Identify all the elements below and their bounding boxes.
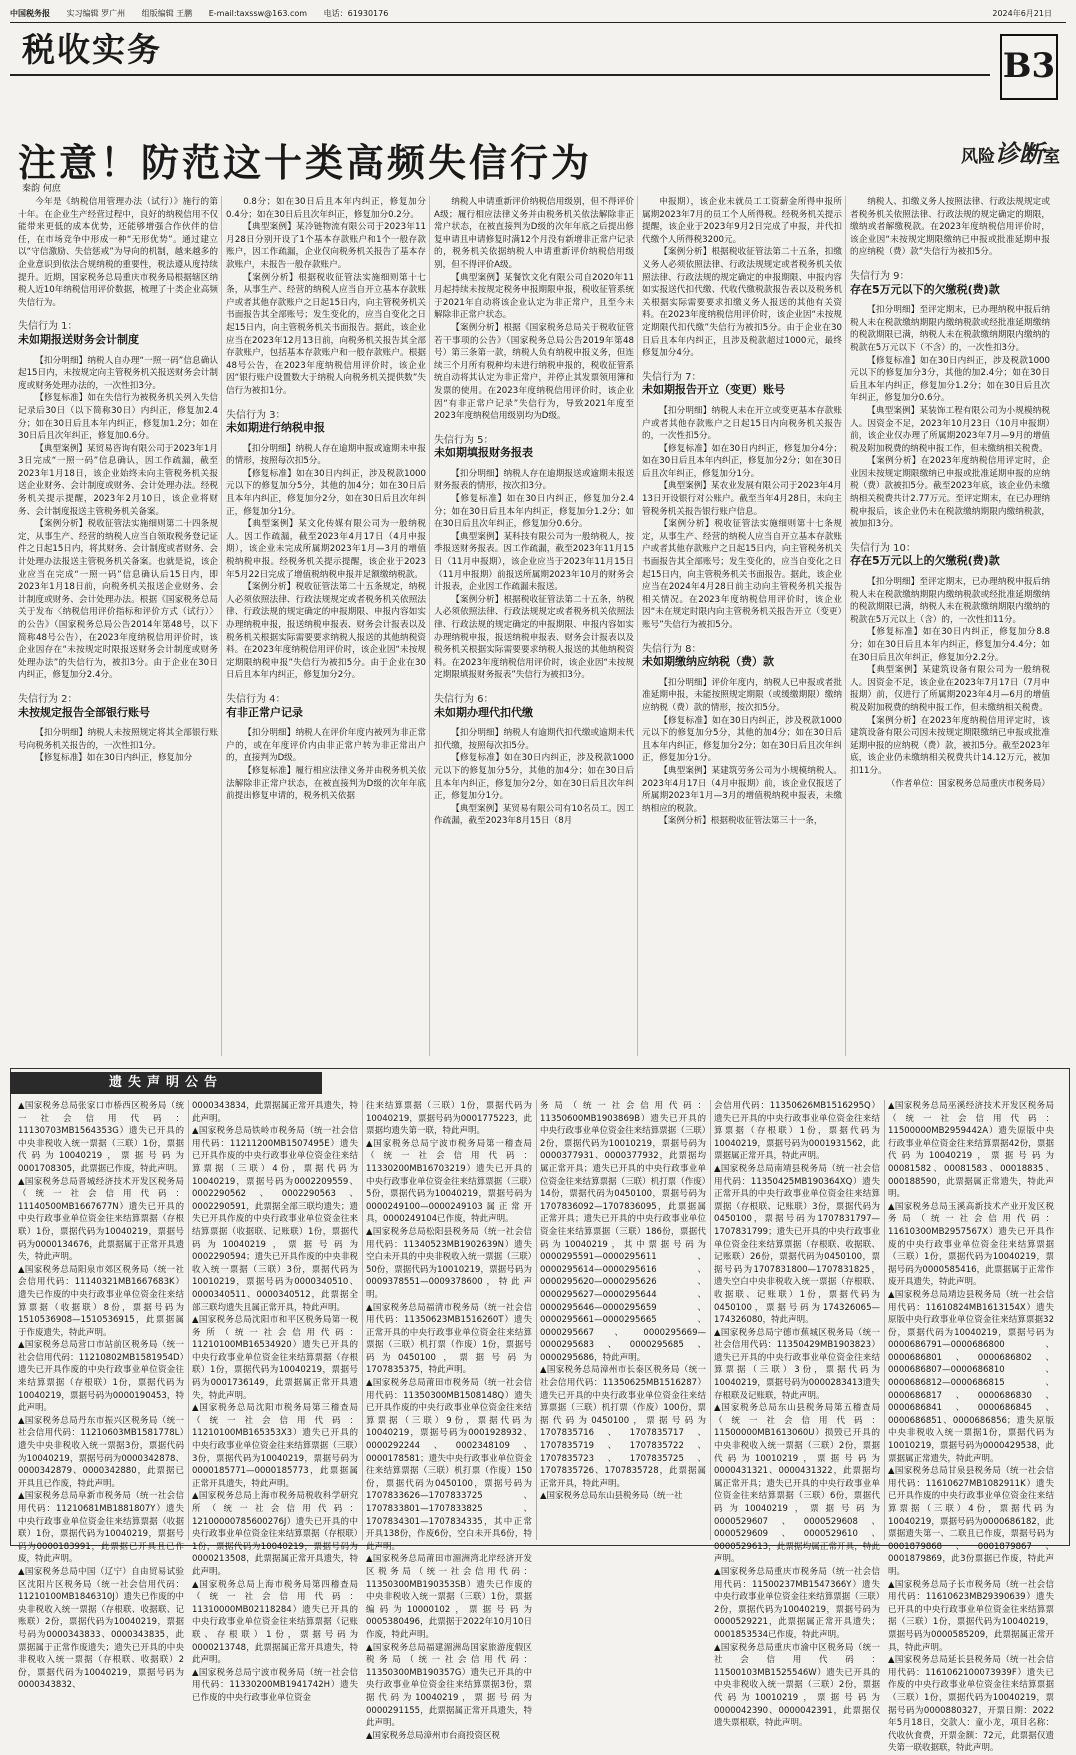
paragraph: 纳税人申请重新评价纳税信用级别，但不得评价A级；履行相应法律义务并由税务机关依法解除非正常户状态，在被直接判为D级的次年年底之后提出修复申请且申请修复时满12个月没有新增非正常户记录的，税务机关依据纳税人申请重新评价纳税信用级别，但不得评价A级。 [434, 197, 634, 270]
notice-divider [362, 1100, 363, 1540]
subhead-label: 失信行为 3： [226, 409, 286, 421]
notice-item: ▲国家税务总局中国（辽宁）自由贸易试验区沈阳片区税务局（统一社会信用代码：11210100MB1846310J）遗失已作废的中央非税收入统一票据（存根联、收据联、记账联）2份，票据代码为10040219，票据号码为0000343833、0000343835，此票据属于正常作废遗失；遗失已开具的中央非税收入统一票据（存根联、收据联）2份，票据代码为10040219，票据号码为0000343832、 [18, 1566, 184, 1691]
notice-divider [710, 1100, 711, 1540]
paragraph: 【扣分明细】纳税人未在开立或变更基本存款账户或者其他存款账户之日起15日内向税务机关报告的，一次性扣5分。 [642, 405, 842, 442]
notice-item: ▲国家税务总局漳州市长泰区税务局（统一社会信用代码：11350625MB1516287）遗失已开具的中央行政事业单位资金往来结算票据（三联）机打票（作废）100份，票据代码为0450100，票据号码为1707835716、1707835717、1707835719、1707835722、1707835723、1707835725、1707835726、1707835728，此票据属正常开具，特此声明。 [540, 1365, 706, 1489]
paragraph: 【修复标准】如在30日内纠正，涉及税款1000元以下的修复加分5分，其他的加4分；如在30日后且本年内纠正，修复加分2分，如在30日后且次年纠正，修复加分1分。 [226, 468, 426, 517]
notice-item: ▲国家税务总局玉溪高新技术产业开发区税务局（统一社会信用代码：11610300MB2957567X）遗失已开具作废的中央行政事业单位资金往来结算票据（三联）1份，票据代码为10040219，票据号码为0000585416，此票据属于正常作废开具遗失，特此声明。 [888, 1201, 1054, 1288]
paragraph: 【典型案例】某贸易有限公司有10名员工。因工作疏漏，截至2023年8月15日（8月 [434, 803, 634, 827]
subhead-text: 未如期办理代扣代缴 [434, 705, 533, 719]
column-divider [429, 196, 430, 1056]
subhead-label: 失信行为 4： [226, 693, 286, 705]
column-logo-suffix: 室 [1043, 147, 1060, 167]
notice-item: ▲国家税务总局宁德市蕉城区税务局（统一社会信用代码：11350429MB1903823）遗失已开具的中央行政事业单位资金往来结算票据（三联）3份，票据代码为10040219，票据号码为0000283413遗失存根联及记账联，特此声明。 [714, 1327, 880, 1401]
subhead-label: 失信行为 9： [850, 270, 910, 282]
notice-item: 0000343834，此票据属正常开具遗失，特此声明。 [192, 1101, 358, 1124]
column-logo-big: 诊断 [995, 140, 1043, 168]
paragraph: 【扣分明细】纳税人存在逾期报送或逾期未报送财务报表的情形，按次扣3分。 [434, 468, 634, 492]
notice-item: ▲国家税务总局重庆市税务局（统一社会信用代码：11500237MB1547366Y）遗失中央行政事业单位资金往来结算票据（三联）2份，票据代码为10040219，票据号码为0000529221，此票据属正常开具遗失；0001853534已作废，特此声明。 [714, 1566, 880, 1640]
paragraph: 【案例分析】根据税收征管法实施细则第十七条，从事生产、经营的纳税人应当自开立基本存款账户或者其他存款账户之日起15日内，向主管税务机关书面报告其全部账号；发生变化的，应当自变化之日起15日内，向主管税务机关书面报告。据此，该企业应当在2023年12月13日前，向税务机关报告其全部存款账户，包括基本存款账户和一般存款账户。根据48号公告，在2023年度纳税信用评价时，该企业因“银行账户设置数大于纳税人向税务机关提供数”失信行为被扣1分。 [226, 272, 426, 396]
paragraph: 【案例分析】税收征管法实施细则第二十四条规定，从事生产、经营的纳税人应当自领取税务登记证件之日起15日内，将其财务、会计制度或者财务、会计处理办法报送主管税务机关备案。也就是说，该企业应当在完成“一照一码”信息确认后15日内，即2023年1月18日前，向税务机关报送企业财务、会计制度或财务、会计处理办法。根据《国家税务总局关于发布〈纳税信用评价指标和评价方式（试行）〉的公告》（国家税务总局公告2014年第48号，以下简称48号公告），在2023年度纳税信用评价时，该企业因存在“未按规定时限报送财务会计制度或财务处理办法”的失信行为，被扣3分。由于企业在30日内纠正，修复加分2.4分。 [18, 519, 218, 681]
notice-divider [884, 1100, 885, 1540]
subhead-text: 未如期报送财务会计制度 [18, 332, 139, 346]
paragraph: 【案例分析】税收征管法实施细则第十七条规定，从事生产、经营的纳税人应当自开立基本存款账户或者其他存款账户之日起15日内，向主管税务机关书面报告其全部账号；发生变化的，应当自变化之日起15日内，向主管税务机关书面报告。据此，该企业应当在2024年4月28日前主动向主管税务机关报告相关情况。在2023年度纳税信用评价时，该企业因“未在规定时限内向主管税务机关报告开立（变更）账号”失信行为被扣5分。 [642, 519, 842, 630]
notice-item: ▲国家税务总局莆田市湄洲湾北岸经济开发区税务局（统一社会信用代码：11350300MB190353SB）遗失已作废的中央非税收入统一票据（三联）1份，票据编码为10000102，票据号码为0005380496，此票据于2022年10月10日作废，特此声明。 [366, 1554, 532, 1640]
paragraph: 【修复标准】如在30日内纠正，涉及税款1000元以下的修复加分5分，其他的加4分；如在30日后且本年内纠正，修复加分2分，如在30日后且次年纠正，修复加分1分。 [434, 753, 634, 802]
masthead-rule [10, 22, 1066, 23]
notice-item: ▲国家税务总局莆田市税务局（统一社会信用代码：11350300MB1508148Q）遗失已开具作废的中央行政事业单位资金往来结算票据（三联）9份，票据代码为10040219，票据号码为0001928932、0000292244、0002348109、0000178581；遗失中央行政事业单位资金往来结算票据（三联）机打票（作废）150份，票据代码为0450100，票据号码为1707833626—1707833725、1707833801—1707833825、1707834301—1707834335，其中正常开具138份，作废6份，空白未开具6份，特此声明。 [366, 1378, 532, 1552]
notice-column [714, 1100, 880, 1729]
notice-item: ▲国家税务总局巫溪经济技术开发区税务局（统一社会信用代码：11500000MB2959442A）遗失原版中央行政事业单位资金往来结算票据42份，票据代码为10040219，票据号码为00081582、00081583、00018835、000188590，此票据属正常遗失，特此声明。 [888, 1101, 1054, 1200]
subhead [226, 410, 426, 435]
paragraph: 纳税人、扣缴义务人按照法律、行政法规规定或者税务机关依照法律、行政法规的规定确定的期限，缴纳或者解缴税款。在2023年度纳税信用评价时，该企业因“未按规定期限缴纳已申报或批准延期申报的应纳税（费）款”失信行为被扣5分。 [850, 197, 1050, 258]
notice-item: ▲国家税务总局松阳县税务局（统一社会信用代码：11340523MB1902639N）遗失空白未开具的中央非税收入统一票据（三联）50份，票据代码为10010219，票据号码为0009378551—0009378600，特此声明。 [366, 1226, 532, 1300]
editor: 实习编辑 罗广州 [66, 9, 126, 18]
subhead-text: 存在5万元以下的欠缴税(费)款 [850, 282, 1000, 296]
notice-item: ▲国家税务总局东山县税务局（统一社 [540, 1491, 683, 1502]
notice-item: ▲国家税务总局上海市税务局税收科学研究所（统一社会信用代码：12100000785600276J）遗失已开具的中央行政事业单位资金往来结算票据（存根联）1份，票据代码为10040219，票据号码为0000213508，此票据属正常开具遗失，特此声明。 [192, 1491, 358, 1577]
paragraph: 0.8分；如在30日后且本年内纠正，修复加分0.4分；如在30日后且次年纠正，修复加分0.2分。 [226, 197, 426, 220]
notice-item: ▲国家税务总局张家口市桥西区税务局（统一社会信用代码：11130703MB1564353G）遗失已开具的中央非税收入统一票据（三联）1份，票据代码为10040219，票据号码为0001708305，此票据已作废，特此声明。 [18, 1101, 184, 1174]
subhead [18, 694, 218, 719]
paragraph: 【修复标准】如在30日内纠正，修复加分 [35, 753, 193, 764]
paragraph: 【扣分明细】评价年度内，纳税人已申报或者批准延期申报，未能按照规定期限（或缓缴期限）缴纳应纳税（费）款的情形，按次扣5分。 [642, 677, 842, 713]
notice-item: ▲国家税务总局上海市税务局第四稽查局（统一社会信用代码：11310000MB02118284）遗失已开具的中央行政事业单位资金往来结算票据（记账联、存根联）1份，票据号码为0000213748，此票据属正常开具遗失，特此声明。 [192, 1579, 358, 1666]
notice-item: ▲国家税务总局靖边县税务局（统一社会信用代码：11610824MB1613154X）遗失原版中央行政事业单位资金往来结算票据32份，票据代码为10040219，票据号码为0000686791—0000686800、0000686801、0000686802、0000686807—0000686810、0000686812—0000686815、0000686817、0000686830、0000686841、0000686845、0000686851、0000686856；遗失原版中央非税收入统一票据1份，票据代码为10010219，票据号码为0000429538，此票据属正常遗失，特此声明。 [888, 1289, 1054, 1464]
subhead-label: 失信行为 6： [434, 693, 494, 705]
article-column [850, 196, 1050, 1056]
paragraph: 【修复标准】如在30日内纠正，修复加分8.8分；如在30日后且本年内纠正，修复加分4.4分；如在30日后且次年纠正，修复加分2.2分。 [850, 627, 1050, 663]
notice-divider [536, 1100, 537, 1540]
column-divider [637, 196, 638, 1056]
subhead [18, 321, 218, 346]
notice-item: ▲国家税务总局丹东市振兴区税务局（统一社会信用代码：11210603MB1581778L）遗失中央非税收入统一票据3份，票据代码为10040219，票据号码为0000342878、0000342879、0000342880，此票据已开具且已作废，特此声明。 [18, 1415, 184, 1489]
notice-divider [188, 1100, 189, 1540]
subhead-text: 有非正常户记录 [226, 705, 303, 719]
notice-column [18, 1100, 184, 1691]
notice-item: ▲国家税务总局阳泉市郊区税务局（统一社会信用代码：11140321MB1667683K）遗失已作废的中央行政事业单位资金往来结算票据（收据联）8份，票据号码为1510536908—1510536915，此票据属于作废遗失，特此声明。 [18, 1264, 184, 1338]
notice-item: ▲国家税务总局宁波市税务局第一稽查局（统一社会信用代码：11330200MB16703219）遗失已开具的中央行政事业单位资金往来结算票据（三联）5份，票据代码为10040219，票据号码为0000249100—0000249103属正常开具，0000249104已作废，特此声明。 [366, 1138, 532, 1225]
subhead-label: 失信行为 1： [18, 321, 78, 333]
notice-item: ▲国家税务总局沈阳市和平区税务局第一税务所（统一社会信用代码：11210100MB16534920）遗失已开具的中央行政事业单位资金往来结算票据（存根联）1份，票据代码为10040219，票据号码为0001736149，此票据属正常开具遗失，特此声明。 [192, 1315, 358, 1401]
notice-column [540, 1100, 706, 1540]
paragraph: 【典型案例】某文化传媒有限公司为一般纳税人。因工作疏漏，截至2023年4月17日（4月申报期），该企业未完成所属期2023年1月—3月的增值税纳税申报。经税务机关提示提醒，该企业于2023年5月22日完成了增值税纳税申报并足额缴纳税款。 [226, 519, 426, 580]
subhead-label: 失信行为 5： [434, 434, 494, 446]
subhead-label: 失信行为 2： [18, 693, 78, 705]
notice-column [366, 1100, 532, 1741]
notice-item: ▲国家税务总局福清市税务局（统一社会信用代码：11350623MB1516260T）遗失正常开具的中央行政事业单位资金往来结算票据（三联）机打票（作废）1份，票据号码为0450100，票据号码为1707835375，特此声明。 [366, 1302, 532, 1376]
paragraph: 今年是《纳税信用管理办法（试行）》施行的第十年。在企业生产经营过程中，良好的纳税信用不仅能带来更低的成本优势，还能够增强合作伙伴的信任，在市场竞争中形成一种“无形优势”。通过建立以“守信激励、失信惩戒”为导向的机制，越来越多的企业意识到依法合规纳税的重要性，税法遵从度持续提升。近期，国家税务总局重庆市税务局根据辖区纳税人近10年纳税信用评价数据，梳理了十类企业高频失信行为。 [18, 197, 218, 308]
notice-item: 会信用代码：11350626MB1516295Q）遗失已开具的中央行政事业单位资金往来结算票据（存根联）1份，票据代码为10040219，票据号码为0001931562，此票据属正常开具，特此声明。 [714, 1101, 880, 1162]
layout-editor: 组版编辑 王鹏 [141, 9, 193, 18]
page-number: B3 [1000, 34, 1058, 100]
subhead-label: 失信行为 8： [642, 643, 702, 655]
subhead [434, 694, 634, 719]
notice-item: ▲国家税务总局晋城经济技术开发区税务局（统一社会信用代码：11140500MB1667677N）遗失已开具的中央行政事业单位资金往来结算票据（存根联）1份，票据代码为10040219，票据号码为0000134676，此票据属于正常开具遗失，特此声明。 [18, 1176, 184, 1263]
paragraph: 【扣分明细】纳税人有逾期代扣代缴或逾期未代扣代缴，按照每次扣5分。 [434, 728, 634, 751]
section-rule [10, 74, 990, 76]
paragraph: 【扣分明细】至评定期末，已办理纳税申报后纳税人未在税款缴纳期限内缴纳税款或经批准延期缴纳的税款期限已满，纳税人未在税款缴纳期限内缴纳的税款在5万元以下（不含）的，一次性扣3分。 [850, 305, 1050, 353]
subhead [642, 644, 842, 669]
notice-item: ▲国家税务总局子长市税务局（统一社会信用代码：11610623MB29390639）遗失已开具的中央行政事业单位资金往来结算票据（三联）1份，票据代码为10040219，票据号码为0000585209，此票据属正常开具，特此声明。 [888, 1579, 1054, 1653]
notice-item: ▲国家税务总局阜新市税务局（统一社会信用代码：11210681MB1881807Y）遗失中央行政事业单位资金往来结算票据（收据联）1份，票据代码为10040219，票据号码为0000183991，此票据已开具且已作废，特此声明。 [18, 1491, 184, 1565]
paragraph: 【案例分析】在2023年度纳税信用评定时，企业因未按规定期限缴纳已申报或批准延期申报的应纳税（费）款被扣5分。截至2023年底，该企业仍未缴纳相关税费共计2.77万元。至评定期末，在已办理纳税申报后，该企业仍未在税款缴纳期限内缴纳税款，被加扣3分。 [850, 456, 1050, 530]
article-column [434, 196, 634, 1056]
issue-date: 2024年6月21日 [992, 9, 1052, 18]
column-logo [961, 134, 1060, 169]
subhead-text: 未如期缴纳应纳税（费）款 [642, 655, 774, 669]
byline: 秦韵 何庶 [22, 184, 61, 194]
paragraph: 【案例分析】根据税收征管法第二十五条，扣缴义务人必须依照法律、行政法规规定或者税务机关依照法律、行政法规的规定确定的申报期限、申报内容如实报送代扣代缴、代收代缴税款报告表以及税务机关根据实际需要要求扣缴义务人报送的其他有关资料。在2023年度纳税信用评价时，该企业因“未按规定期限代扣代缴”失信行为被扣5分。由于企业在30日后且本年内纠正，且涉及税款超过1000元，最终修复加分4分。 [642, 247, 842, 359]
notice-title: 遗失声明公告 [10, 1072, 322, 1094]
column-logo-prefix: 风险 [961, 147, 995, 167]
paragraph: 【典型案例】某农业发展有限公司于2023年4月13日开设银行对公账户。截至当年4月28日，未向主管税务机关报告银行账户信息。 [642, 481, 842, 517]
notice-item: 往来结算票据（三联）1份，票据代码为10040219，票据号码为0001775223，此票据均遗失第一联，特此声明。 [366, 1101, 532, 1137]
notice-item: ▲国家税务总局宁波市税务局（统一社会信用代码：11330200MB1941742H）遗失已作废的中央行政事业单位资金 [192, 1667, 358, 1703]
paragraph: 【修复标准】如在30日内纠正，修复加分4分；如在30日后且本年内纠正，修复加分2分；如在30日后且次年纠正，修复加分1分。 [642, 443, 842, 479]
paragraph: 【修复标准】履行相应法律义务并由税务机关依法解除非正常户状态，在被直接判为D级的次年年底前提出修复申请的，税务机关依据 [226, 765, 426, 802]
subhead-text: 未按规定报告全部银行账号 [18, 705, 150, 719]
article-headline: 注意！防范这十类高频失信行为 [18, 140, 593, 185]
paragraph: 【扣分明细】纳税人在评价年度内被列为非正常户的，或在年度评价内由非正常户转为非正常出户的，直接判为D级。 [226, 728, 426, 764]
notice-item: ▲国家税务总局沈阳市税务局第三稽查局（统一社会信用代码：11210100MB165353X3）遗失已开具的中央行政事业单位资金往来结算票据（三联）3份，票据代码为10040219，票据号码为0000185771—0000185773，此票据属正常开具遗失，特此声明。 [192, 1403, 358, 1489]
author-affiliation: （作者单位：国家税务总局重庆市税务局） [886, 778, 1050, 789]
notice-item: ▲国家税务总局营口市站前区税务局（统一社会信用代码：11210802MB1581954D）遗失已开具作废的中央行政事业单位资金往来结算票据（存根联）1份，票据代码为10040219，票据号码为0000190453，特此声明。 [18, 1340, 184, 1414]
notice-item: ▲国家税务总局东山县税务局第五稽查局（统一社会信用代码：11500000MB1613060U）损毁已开具的中央非税收入统一票据（三联）2份，票据代码为10010219，票据号码为0000431321、0000431322，此票据均属正常开具；遗失已开具的中央行政事业单位资金往来结算票据（三联）6份，票据代码为10040219，票据号码为0000529607、0000529608、0000529609、0000529610、0000529613，此票据均属正常开具，特此声明。 [714, 1403, 880, 1565]
notice-item: ▲国家税务总局福建湄洲岛国家旅游度假区税务局（统一社会信用代码：11350300MB190357G）遗失已开具的中央行政事业单位资金往来结算票据3份，票据代码为10040219，票据号码为0000291155，此票据属正常开具遗失，特此声明。 [366, 1642, 532, 1729]
paragraph: 【扣分明细】纳税人未按照规定将其全部银行账号向税务机关报告的，一次性扣1分。 [18, 728, 218, 751]
subhead [850, 543, 1050, 568]
paragraph: 【典型案例】某建筑劳务公司为小规模纳税人。2023年4月17日（4月申报期）前，该企业仅报送了所属期2023年1月—3月的增值税纳税申报表，未缴纳相应的税款。 [642, 765, 842, 814]
notice-column [192, 1100, 358, 1703]
notice-item: ▲国家税务总局甘泉县税务局（统一社会信用代码：11610627MB1082911K）遗失已开具作废的中央行政事业单位资金往来结算票据（三联）4份，票据代码为10040219，票据号码为0000686182，此票据遗失第一、二联且已作废，票据号码为0001879868、0001879867、0001879869，此3份票据已作废，特此声明。 [888, 1466, 1054, 1577]
paragraph: 【典型案例】某冷链物流有限公司于2023年11月28日分别开设了1个基本存款账户和1个一般存款账户，因工作疏漏，企业仅向税务机关报告了基本存款账户，未报告一般存款账户。 [226, 222, 426, 270]
paragraph: 【典型案例】某装饰工程有限公司为小规模纳税人。因资金不足，2023年10月23日（10月申报期）前，该企业仅办理了所属期2023年7月—9月的增值税及附加税费的纳税申报工作，但未缴纳相关税费。 [850, 405, 1050, 454]
notice-item: ▲国家税务总局延长县税务局（统一社会信用代码：1161062100073939F）遗失已作废的中央行政事业单位资金往来结算票据（三联）1份，票据代码为10040219，票据号码为0000880327，开票日期：2022年5月18日，交款人：童小龙，项目名称：代收伙食费，开票金额：72元，此票据仅遗失第一联收据联，特此声明。 [888, 1655, 1054, 1754]
notice-item: ▲国家税务总局重庆市渝中区税务局（统一社会信用代码：11500103MB1525546W）遗失已开具的中央非税收入统一票据（三联）2份，票据代码为10010219，票据号码为0000042390、0000042391，此票据仅遗失票根联，特此声明。 [714, 1642, 880, 1729]
paragraph: 【典型案例】某科技有限公司为一般纳税人，按季报送财务报表。因工作疏漏，截至2023年11月15日（11月申报期），该企业应当于2023年11月15日（11月申报期）前报送所属期2023年10月的财务会计报表，企业因工作疏漏未报送。 [434, 531, 634, 593]
phone: 电话：61930176 [323, 9, 389, 18]
notice-column [888, 1100, 1054, 1754]
paragraph: 【修复标准】如在30日内纠正，涉及税款1000元以下的修复加分3分，其他的加2.4分；如在30日后且本年内纠正，修复加分1.2分；如在30日后且次年纠正，修复加分0.6分。 [850, 355, 1050, 404]
article-column [18, 196, 218, 1056]
paragraph: 【扣分明细】纳税人存在逾期申报或逾期未申报的情形，按照每次扣5分。 [226, 443, 426, 467]
subhead-label: 失信行为 10： [850, 542, 916, 554]
paragraph: 【典型案例】某建筑设备有限公司为一般纳税人。因资金不足，该企业在2023年7月17日（7月申报期）前，仅进行了所属期2023年4月—6月的增值税及附加税费的纳税申报工作，但未缴纳相关税费。 [850, 665, 1050, 713]
subhead-text: 存在5万元以上的欠缴税(费)款 [850, 554, 1000, 568]
paragraph: 【修复标准】如在30日内纠正，修复加分2.4分；如在30日后且本年内纠正，修复加分1.2分；如在30日后且次年纠正，修复加分0.6分。 [434, 494, 634, 530]
notice-item: ▲国家税务总局铁岭市税务局（统一社会信用代码：11211200MB1507495E）遗失已开具作废的中央行政事业单位资金往来结算票据（三联）4份，票据代码为10040219，票据号码为0002209559、0002290562、0002290563、0002290591，此票据全部三联均遗失；遗失已开具作废的中央行政事业单位资金往来结算票据（收据联、记账联）1份，票据代码为10040219，票据号码为0002290594；遗失已开具作废的中央非税收入统一票据（三联）3份，票据代码为10010219，票据号码为0000340510、0000340511、0000340512，此票据全部三联均遗失且属正常开具，特此声明。 [192, 1126, 358, 1313]
notice-item: ▲国家税务总局漳州市台商投资区税 [366, 1730, 501, 1741]
paragraph: 【案例分析】根据《国家税务总局关于税收征管若干事项的公告》（国家税务总局公告2019年第48号）第三条第一款，纳税人负有纳税申报义务，但连续三个月所有税种均未进行纳税申报的，税收征管系统自动将其认定为非正常户，并停止其发票领用簿和发票的使用。在2023年度纳税信用评价时，该企业因“有非正常户记录”失信行为，导致2021年度至2023年度纳税信用级别均为D级。 [434, 322, 634, 422]
notice-item: 务局（统一社会信用代码：11350600MB1903869B）遗失已开具的中央行政事业单位资金往来结算票据（三联）2份，票据代码为10010219，票据号码为0000377931、0000377932，此票据均属正常开具；遗失已开具的中央行政事业单位资金往来结算票据（三联）机打票（作废）14份，票据代码为0450100，票据号码为1707836092—1707836095，此票据属正常开具；遗失已开具的中央行政事业单位资金往来结算票据（三联）186份，票据代码为10040219，其中票据号码为0000295591—0000295611、0000295614—0000295616、0000295620—0000295626、0000295627—0000295644、0000295646—0000295659、0000295661—0000295665、0000295667、0000295669—0000295683、0000295685、0000295686，特此声明。 [540, 1101, 706, 1363]
subhead [850, 271, 1050, 296]
column-divider [845, 196, 846, 1056]
paragraph: 【修复标准】如在失信行为被税务机关列入失信记录后30日（以下简称30日）内纠正，修复加2.4分；如在30日后且本年内纠正，修复加1.2分；如在30日后且次年纠正，修复加0.6分。 [18, 393, 218, 442]
article-column [226, 196, 426, 1056]
subhead [434, 435, 634, 460]
subhead-text: 未如期填报财务报表 [434, 446, 533, 460]
paragraph: 【案例分析】在2023年度纳税信用评定时，该建筑设备有限公司因未按规定期限缴纳已申报或批准延期申报的应纳税（费）款，被扣5分。截至2023年底，该企业仍未缴纳相关税费共计14.12万元，被加扣11分。 [850, 715, 1050, 776]
subhead-label: 失信行为 7： [642, 371, 702, 383]
paragraph: 【案例分析】税收征管法第二十五条规定，纳税人必须依照法律、行政法规规定或者税务机关依照法律、行政法规的规定确定的申报期限、申报内容如实办理纳税申报，报送纳税申报表、财务会计报表以及税务机关根据实际需要要求纳税人报送的其他纳税资料。在2023年度纳税信用评价时，该企业因“未按规定期限纳税申报”失信行为被扣5分。由于企业在30日后且本年内纠正，修复加分2分。 [226, 582, 426, 681]
paragraph: 【案例分析】根据税收征管法第三十一条， [659, 816, 823, 827]
notice-item: ▲国家税务总局南靖县税务局（统一社会信用代码：11350425MB190364XQ）遗失正常开具的中央行政事业单位资金往来结算票据（存根联、记账联）3份，票据代码为0450100，票据号码为1707831797—1707831799；遗失已开具的中央行政事业单位资金往来结算票据（存根联、收据联、记账联）26份，票据代码为0450100，票据号码为1707831800—1707831825，遗失空白中央非税收入统一票据（存根联、收据联、记账联）1份，票据代码为0450100，票据号码为174326065—174326080，特此声明。 [714, 1163, 880, 1326]
paragraph: 【典型案例】某餐饮文化有限公司自2020年11月起持续未按规定税务申报期限申报，税收征管系统于2021年自动将该企业认定为非正常户，且至今未解除非正常户状态。 [434, 272, 634, 321]
paragraph: 【案例分析】根据税收征管法第二十五条，纳税人必须依照法律、行政法规规定或者税务机关依照法律、行政法规的规定确定的申报期限、申报内容如实办理纳税申报，报送纳税申报表、财务会计报表以及税务机关根据实际需要要求纳税人报送的其他纳税资料。在2023年度纳税信用评价时，该企业因“未按规定期限填报财务报表”失信行为被扣3分。 [434, 594, 634, 681]
paragraph: 【扣分明细】至评定期末，已办理纳税申报后纳税人未在税款缴纳期限内缴纳税款或经批准延期缴纳的税款期限已满，纳税人未在税款缴纳期限内缴纳的税款在5万元以上（含）的，一次性扣11分。 [850, 577, 1050, 625]
paragraph: 【修复标准】如在30日内纠正，涉及税款1000元以下的修复加分5分，其他的加4分；如在30日后且本年内纠正，修复加分2分；如在30日后且次年纠正，修复加分1分。 [642, 715, 842, 764]
column-divider [221, 196, 222, 1056]
paragraph: 【扣分明细】纳税人自办理“一照一码”信息确认起15日内，未按规定向主管税务机关报送财务会计制度或财务处理办法的，一次性扣3分。 [18, 355, 218, 391]
section-name: 税收实务 [22, 30, 162, 69]
subhead [642, 372, 842, 397]
email: E-mail:taxssw@163.com [208, 9, 308, 18]
paragraph: 申报期），该企业未就员工工资薪金所得申报所属期2023年7月的员工个人所得税。经税务机关提示提醒，该企业于2023年9月2日完成了申报，并代扣代缴个人所得税3200元。 [642, 197, 842, 245]
article-column [642, 196, 842, 1056]
paper-name: 中国税务报 [10, 9, 50, 18]
masthead-strip [10, 6, 1066, 22]
subhead-text: 未如期报告开立（变更）账号 [642, 383, 785, 397]
subhead-text: 未如期进行纳税申报 [226, 421, 325, 435]
subhead [226, 694, 426, 719]
paragraph: 【典型案例】某贸易咨询有限公司于2023年1月3日完成“一照一码”信息确认，因工作疏漏，截至2023年1月18日，该企业始终未向主管税务机关报送企业财务、会计制度或财务、会计处理办法。经税务机关提示提醒，2023年2月10日，该企业将财务、会计制度报送主管税务机关备案。 [18, 443, 218, 517]
